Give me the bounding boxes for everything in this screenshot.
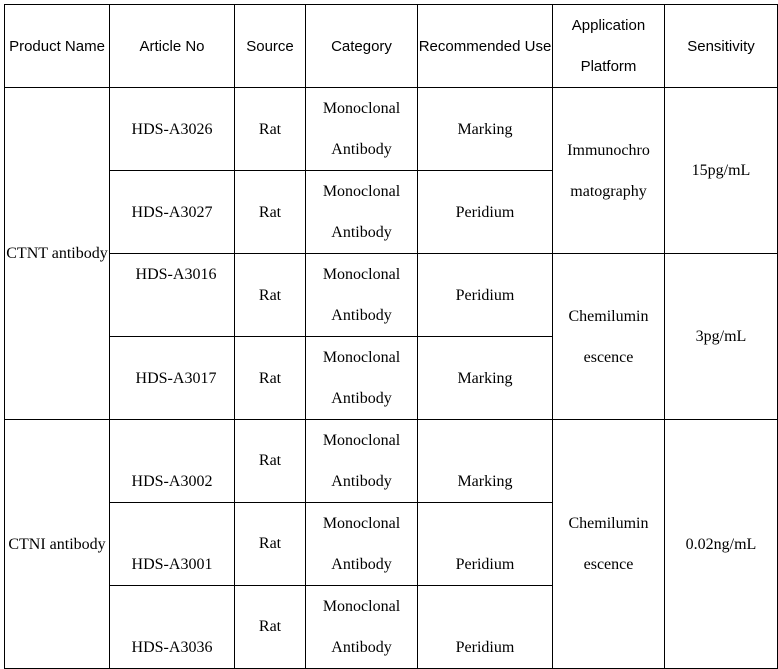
recommended-use-cell: Marking <box>418 88 553 171</box>
application-platform-cell: Chemilumin escence <box>553 254 665 420</box>
header-recommended-use: Recommended Use <box>418 5 553 88</box>
header-row <box>5 5 778 88</box>
product-table <box>4 4 778 669</box>
sensitivity-cell: 3pg/mL <box>665 254 778 420</box>
recommended-use-cell: Marking <box>418 337 553 420</box>
category-cell: Monoclonal Antibody <box>306 586 418 669</box>
product-name-cell: CTNI antibody <box>5 420 110 669</box>
source-cell: Rat <box>235 503 306 586</box>
article-no-cell: HDS-A3026 <box>110 88 235 171</box>
source-cell: Rat <box>235 420 306 503</box>
sensitivity-cell: 15pg/mL <box>665 88 778 254</box>
header-article-no: Article No <box>110 5 235 88</box>
source-cell: Rat <box>235 88 306 171</box>
category-cell: Monoclonal Antibody <box>306 171 418 254</box>
category-cell: Monoclonal Antibody <box>306 420 418 503</box>
article-no-cell: HDS-A3017 <box>110 337 235 420</box>
category-cell: Monoclonal Antibody <box>306 88 418 171</box>
article-no-cell: HDS-A3036 <box>110 586 235 669</box>
recommended-use-cell: Peridium <box>418 171 553 254</box>
article-no-cell: HDS-A3001 <box>110 503 235 586</box>
recommended-use-cell: Peridium <box>418 503 553 586</box>
recommended-use-cell: Peridium <box>418 254 553 337</box>
header-application-platform: Application Platform <box>553 5 665 88</box>
header-product-name: Product Name <box>5 5 110 88</box>
source-cell: Rat <box>235 337 306 420</box>
table-row <box>5 88 778 171</box>
category-cell: Monoclonal Antibody <box>306 503 418 586</box>
category-cell: Monoclonal Antibody <box>306 254 418 337</box>
article-no-cell: HDS-A3016 <box>110 254 235 337</box>
recommended-use-cell: Marking <box>418 420 553 503</box>
article-no-cell: HDS-A3002 <box>110 420 235 503</box>
article-no-cell: HDS-A3027 <box>110 171 235 254</box>
header-category: Category <box>306 5 418 88</box>
category-cell: Monoclonal Antibody <box>306 337 418 420</box>
table-row <box>5 254 778 337</box>
header-sensitivity: Sensitivity <box>665 5 778 88</box>
source-cell: Rat <box>235 171 306 254</box>
header-source: Source <box>235 5 306 88</box>
recommended-use-cell: Peridium <box>418 586 553 669</box>
source-cell: Rat <box>235 586 306 669</box>
source-cell: Rat <box>235 254 306 337</box>
application-platform-cell: Immunochro matography <box>553 88 665 254</box>
table-row <box>5 420 778 503</box>
sensitivity-cell: 0.02ng/mL <box>665 420 778 669</box>
product-name-cell: CTNT antibody <box>5 88 110 420</box>
application-platform-cell: Chemilumin escence <box>553 420 665 669</box>
